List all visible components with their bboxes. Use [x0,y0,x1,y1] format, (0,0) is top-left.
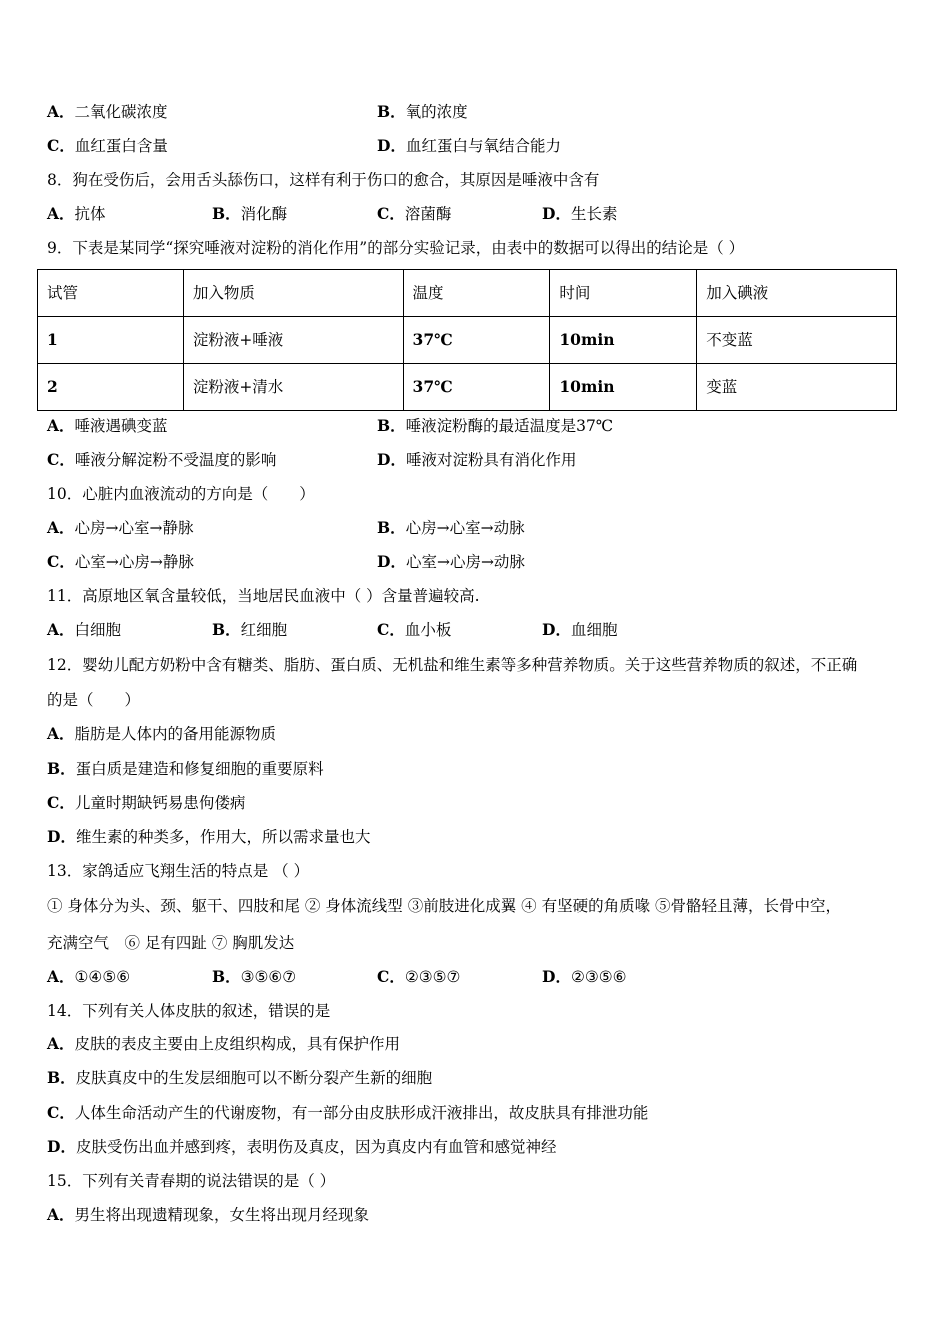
q12-option-a: A．脂肪是人体内的备用能源物质 [47,724,277,743]
table-cell: 10min [550,364,697,411]
table-header-row [38,270,897,317]
experiment-table [37,269,897,411]
q10-option-d: D．心室→心房→动脉 [377,552,525,571]
q13-option-c: C．②③⑤⑦ [377,967,461,986]
q14-option-a: A．皮肤的表皮主要由上皮组织构成，具有保护作用 [47,1034,401,1053]
q15-option-a: A．男生将出现遗精现象，女生将出现月经现象 [47,1205,370,1224]
table-header-cell: 加入碘液 [697,270,897,317]
q14-option-b: B．皮肤真皮中的生发层细胞可以不断分裂产生新的细胞 [47,1068,433,1087]
q10-option-c: C．心室→心房→静脉 [47,552,194,571]
q9-stem: 9．下表是某同学“探究唾液对淀粉的消化作用”的部分实验记录，由表中的数据可以得出的结论是（ ） [47,239,745,257]
q7-option-d: D．血红蛋白与氧结合能力 [377,136,561,155]
q11-option-a: A．白细胞 [47,620,122,639]
q9-option-b: B．唾液淀粉酶的最适温度是37℃ [377,416,614,435]
q15-stem: 15．下列有关青春期的说法错误的是（ ） [47,1172,336,1190]
table-cell: 变蓝 [697,364,897,411]
q11-option-c: C．血小板 [377,620,452,639]
q13-option-b: B．③⑤⑥⑦ [212,967,297,986]
table-cell: 不变蓝 [697,317,897,364]
q7-option-a: A．二氧化碳浓度 [47,102,168,121]
q14-option-c: C．人体生命活动产生的代谢废物，有一部分由皮肤形成汗液排出，故皮肤具有排泄功能 [47,1103,649,1122]
q10-stem: 10．心脏内血液流动的方向是（ ） [47,485,315,503]
table-cell: 1 [38,317,184,364]
q8-option-c: C．溶菌酶 [377,204,452,223]
table-header-cell: 温度 [403,270,550,317]
table-header-cell: 加入物质 [183,270,403,317]
q12-option-d: D．维生素的种类多，作用大，所以需求量也大 [47,827,371,846]
q13-stem: 13．家鸽适应飞翔生活的特点是 （ ） [47,862,310,880]
table-cell: 37℃ [403,317,550,364]
q8-option-b: B．消化酶 [212,204,288,223]
q7-option-c: C．血红蛋白含量 [47,136,168,155]
table-cell: 2 [38,364,184,411]
q12-stem-line2: 的是（ ） [47,691,141,709]
q13-items-line1: ① 身体分为头、颈、躯干、四肢和尾 ② 身体流线型 ③前肢进化成翼 ④ 有坚硬的角质喙 ⑤骨骼轻且薄，长骨中空， [47,897,841,915]
table-header-cell: 时间 [550,270,697,317]
q12-option-c: C．儿童时期缺钙易患佝偻病 [47,793,246,812]
q8-option-d: D．生长素 [542,204,618,223]
table-header-cell: 试管 [38,270,184,317]
q11-option-d: D．血细胞 [542,620,618,639]
q8-stem: 8．狗在受伤后，会用舌头舔伤口，这样有利于伤口的愈合，其原因是唾液中含有 [47,171,600,189]
q12-stem-line1: 12．婴幼儿配方奶粉中含有糖类、脂肪、蛋白质、无机盐和维生素等多种营养物质。关于这些营养物质的叙述，不正确 [47,656,858,674]
table-row [38,364,897,411]
q12-option-b: B．蛋白质是建造和修复细胞的重要原料 [47,759,324,778]
q13-option-a: A．①④⑤⑥ [47,967,131,986]
table-cell: 10min [550,317,697,364]
q14-option-d: D．皮肤受伤出血并感到疼，表明伤及真皮，因为真皮内有血管和感觉神经 [47,1137,557,1156]
table-cell: 37℃ [403,364,550,411]
table-cell: 淀粉液+唾液 [183,317,403,364]
q13-option-d: D．②③⑤⑥ [542,967,627,986]
q7-option-b: B．氧的浓度 [377,102,468,121]
q9-option-c: C．唾液分解淀粉不受温度的影响 [47,450,277,469]
q10-option-a: A．心房→心室→静脉 [47,518,194,537]
q14-stem: 14．下列有关人体皮肤的叙述，错误的是 [47,1002,331,1020]
q8-option-a: A．抗体 [47,204,106,223]
q9-option-d: D．唾液对淀粉具有消化作用 [377,450,577,469]
q9-option-a: A．唾液遇碘变蓝 [47,416,168,435]
q11-stem: 11．高原地区氧含量较低，当地居民血液中（ ）含量普遍较高. [47,587,480,605]
table-cell: 淀粉液+清水 [183,364,403,411]
q11-option-b: B．红细胞 [212,620,288,639]
q10-option-b: B．心房→心室→动脉 [377,518,525,537]
q13-items-line2: 充满空气 ⑥ 足有四趾 ⑦ 胸肌发达 [47,934,295,952]
table-row [38,317,897,364]
